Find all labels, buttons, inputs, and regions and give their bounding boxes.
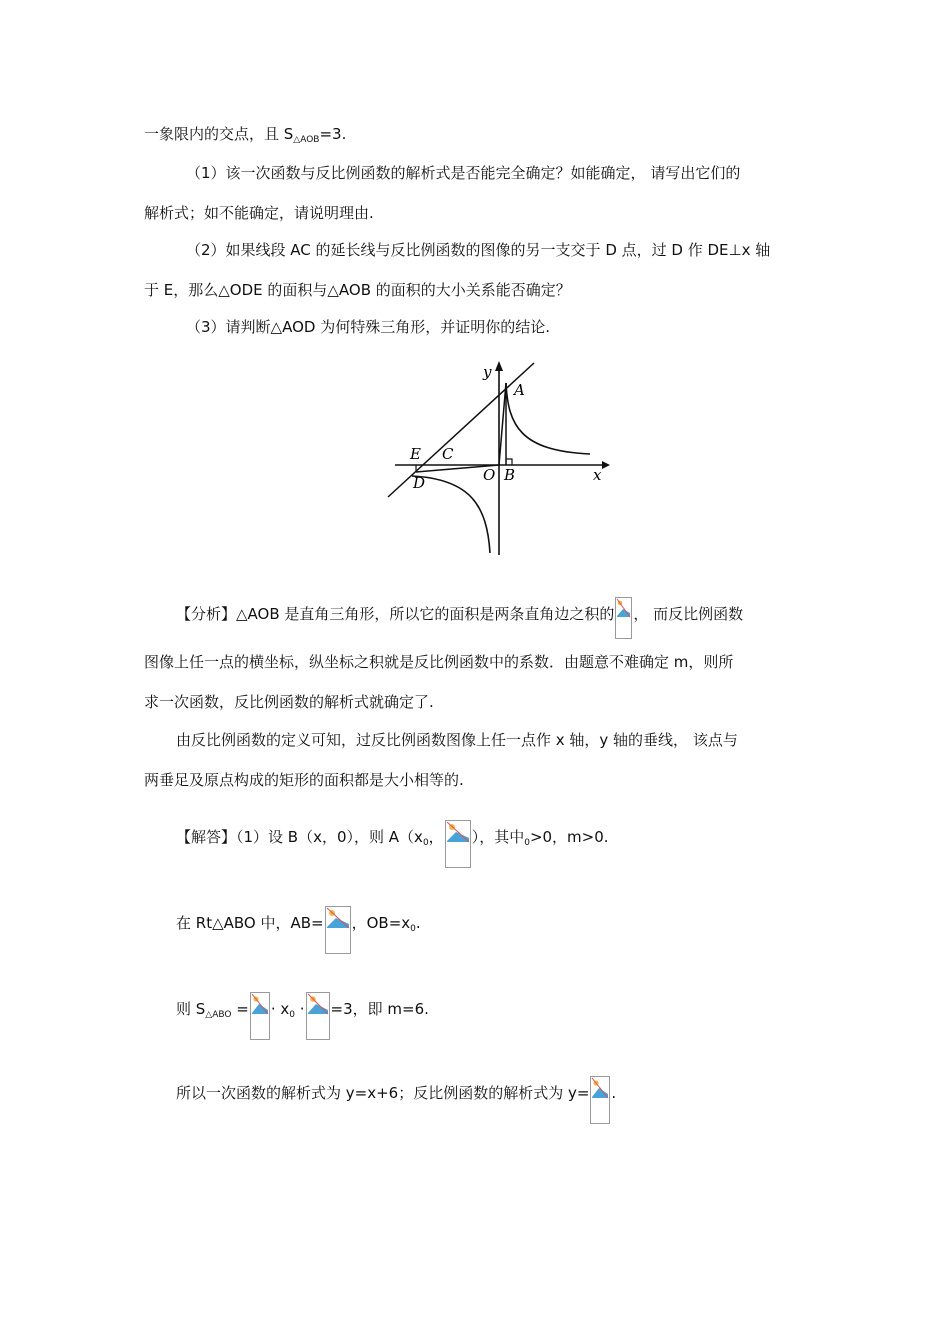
label-E: E <box>410 445 421 463</box>
x0-subscript: 0 <box>422 838 429 848</box>
area-subscript: △AOB <box>293 135 320 145</box>
y-axis-arrow <box>495 361 503 371</box>
analysis-line-5: 两垂足及原点构成的矩形的面积都是大小相等的. <box>144 771 464 789</box>
solution-line-1 <box>176 820 609 868</box>
solution-line-2 <box>176 906 421 954</box>
solution-text-end: . <box>415 914 421 932</box>
broken-image-icon <box>445 820 471 868</box>
analysis-line-1 <box>176 597 743 639</box>
x0-subscript: 0 <box>289 1010 295 1020</box>
label-D: D <box>413 474 426 492</box>
broken-image-icon <box>590 1076 610 1124</box>
broken-image-icon <box>306 992 330 1040</box>
question-1-line-a: （1）该一次函数与反比例函数的解析式是否能完全确定？如能确定， 请写出它们的 <box>186 164 741 182</box>
solution-text-end: . <box>611 1084 617 1102</box>
solution-text-mid: ），其中 <box>471 828 525 846</box>
solution-line-3 <box>176 992 429 1040</box>
solution-text-mid: ，OB=x <box>351 914 411 932</box>
broken-image-icon <box>325 906 351 954</box>
analysis-text: 【分析】△AOB 是直角三角形，所以它的面积是两条直角边之积的 <box>176 605 615 623</box>
solution-dot: · <box>294 1000 305 1018</box>
solution-text: 在 Rt△ABO 中，AB= <box>176 914 324 932</box>
solution-text-end: >0，m>0. <box>529 828 609 846</box>
question-3-line: （3）请判断△AOD 为何特殊三角形，并证明你的结论. <box>186 318 550 336</box>
area-subscript: △ABO <box>205 1010 232 1020</box>
label-y: y <box>483 363 492 381</box>
solution-comma: ， <box>428 828 444 846</box>
label-B: B <box>504 466 516 484</box>
label-O: O <box>483 466 496 484</box>
question-2-line-a: （2）如果线段 AC 的延长线与反比例函数的图像的另一支交于 D 点，过 D 作 DE⊥x 轴 <box>186 241 771 259</box>
x-axis-arrow <box>602 461 610 469</box>
label-C: C <box>442 445 454 463</box>
broken-image-icon <box>615 597 632 639</box>
question-1-line-b: 解析式；如不能确定，请说明理由. <box>144 204 374 222</box>
segment-AO <box>499 383 506 465</box>
solution-x0: · x <box>270 1000 290 1018</box>
intro-text-end: =3. <box>319 125 347 143</box>
solution-text: 【解答】（1）设 B（x，0），则 A（x <box>176 828 423 846</box>
solution-text-end: =3，即 m=6. <box>330 1000 429 1018</box>
x0-subscript: 0 <box>410 924 416 934</box>
solution-text: 则 S <box>176 1000 206 1018</box>
solution-line-4 <box>176 1076 616 1124</box>
function-graph-figure <box>380 355 620 560</box>
question-2-line-b: 于 E，那么△ODE 的面积与△AOB 的面积的大小关系能否确定？ <box>144 281 571 299</box>
right-angle-mark <box>506 459 512 465</box>
solution-equals: = <box>231 1000 249 1018</box>
analysis-line-2: 图像上任一点的横坐标，纵坐标之积就是反比例函数中的系数．由题意不难确定 m，则所 <box>144 653 734 671</box>
intro-line <box>144 124 346 150</box>
label-x: x <box>593 466 602 484</box>
broken-image-icon <box>250 992 270 1040</box>
x0-subscript-2: 0 <box>524 838 530 848</box>
intro-text: 一象限内的交点，且 S <box>144 125 294 143</box>
label-A: A <box>514 381 525 399</box>
solution-text: 所以一次函数的解析式为 y=x+6；反比例函数的解析式为 y= <box>176 1084 590 1102</box>
analysis-line-3: 求一次函数，反比例函数的解析式就确定了. <box>144 693 434 711</box>
analysis-text-end: ， 而反比例函数 <box>633 605 744 623</box>
analysis-line-4: 由反比例函数的定义可知，过反比例函数图像上任一点作 x 轴，y 轴的垂线， 该点与 <box>176 731 738 749</box>
